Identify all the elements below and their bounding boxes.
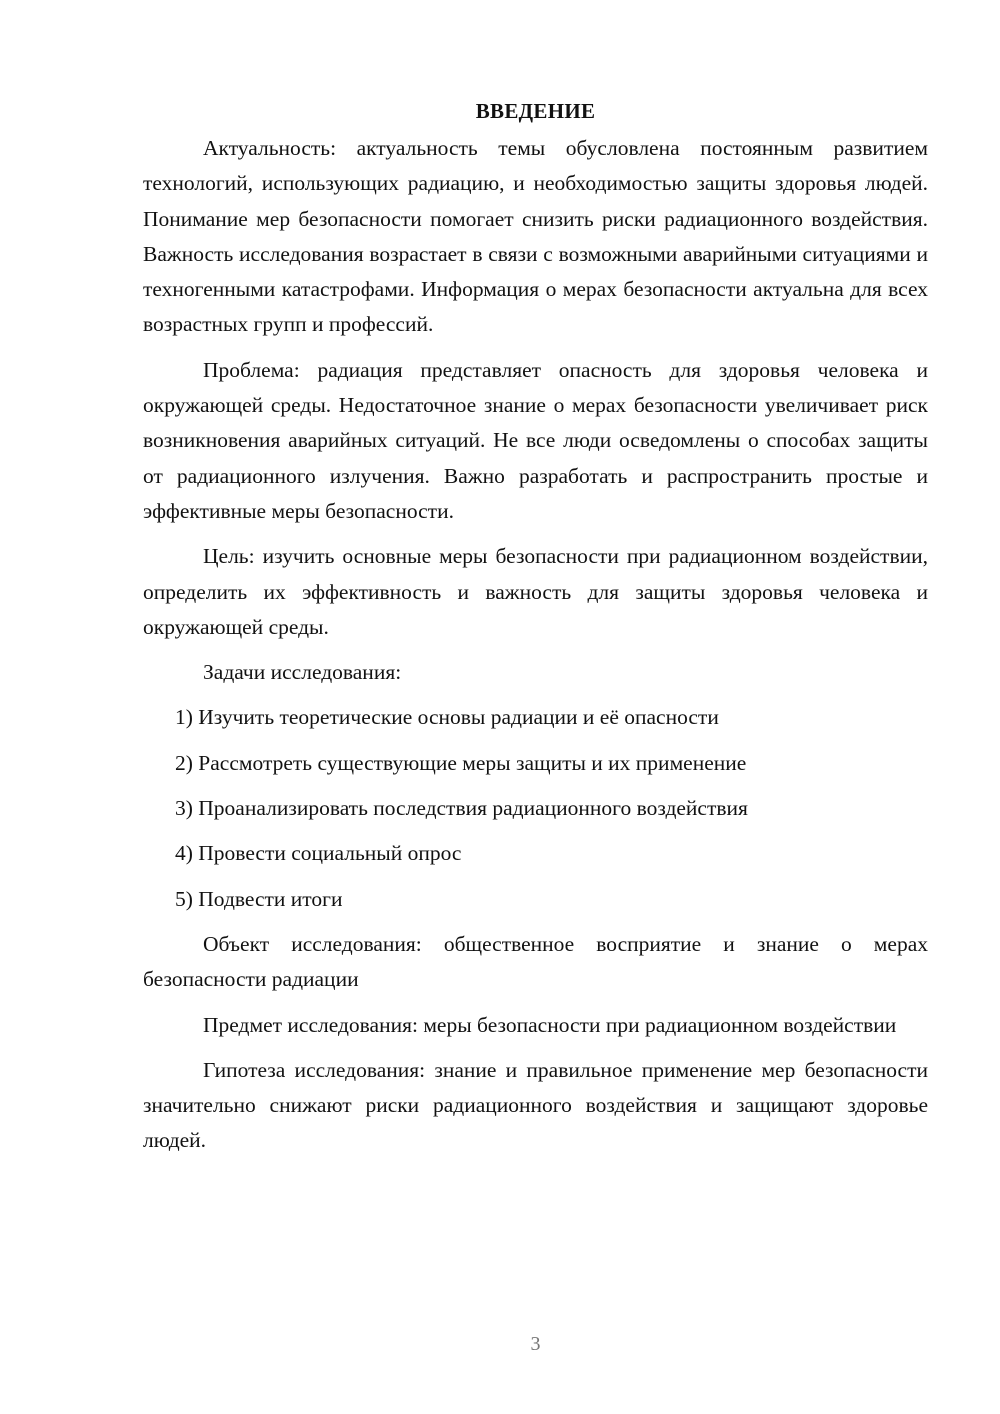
tasks-title: Задачи исследования: bbox=[203, 660, 402, 685]
list-item: 5) Подвести итоги bbox=[175, 886, 343, 911]
document-page bbox=[143, 95, 928, 1169]
list-item: 3) Проанализировать последствия радиационного воздействия bbox=[175, 796, 748, 821]
paragraph-relevance: Актуальность: актуальность темы обусловлена постоянным развитием технологий, использующих радиацию, и необходимостью защиты здоровья людей. Понимание мер безопасности помогает снизить риски радиационного воздействия. Важность исследования возрастает в связи с возможными аварийными ситуациями и техногенными катастрофами. Информация о мерах безопасности актуальна для всех возрастных групп и профессий. bbox=[143, 136, 928, 337]
list-item: 1) Изучить теоретические основы радиации и её опасности bbox=[175, 705, 719, 730]
list-item: 2) Рассмотреть существующие меры защиты и их применение bbox=[175, 750, 747, 775]
paragraph-subject: Предмет исследования: меры безопасности при радиационном воздействии bbox=[203, 1012, 897, 1037]
page-number: 3 bbox=[530, 1333, 541, 1355]
paragraph-object: Объект исследования: общественное восприятие и знание о мерах безопасности радиации bbox=[143, 931, 928, 992]
task-list bbox=[143, 700, 928, 916]
paragraph-goal: Цель: изучить основные меры безопасности при радиационном воздействии, определить их эффективность и важность для защиты здоровья человека и окружающей среды. bbox=[143, 544, 928, 639]
paragraph-hypothesis: Гипотеза исследования: знание и правильное применение мер безопасности значительно снижают риски радиационного воздействия и защищают здоровье людей. bbox=[143, 1057, 928, 1153]
section-heading: ВВЕДЕНИЕ bbox=[475, 99, 596, 123]
list-item: 4) Провести социальный опрос bbox=[175, 841, 462, 866]
paragraph-problem: Проблема: радиация представляет опасность для здоровья человека и окружающей среды. Недостаточное знание о мерах безопасности увеличивает риск возникновения аварийных ситуаций. Не все люди осведомлены о способах защиты от радиационного излучения. Важно разработать и распространить простые и эффективные меры безопасности. bbox=[143, 357, 928, 523]
